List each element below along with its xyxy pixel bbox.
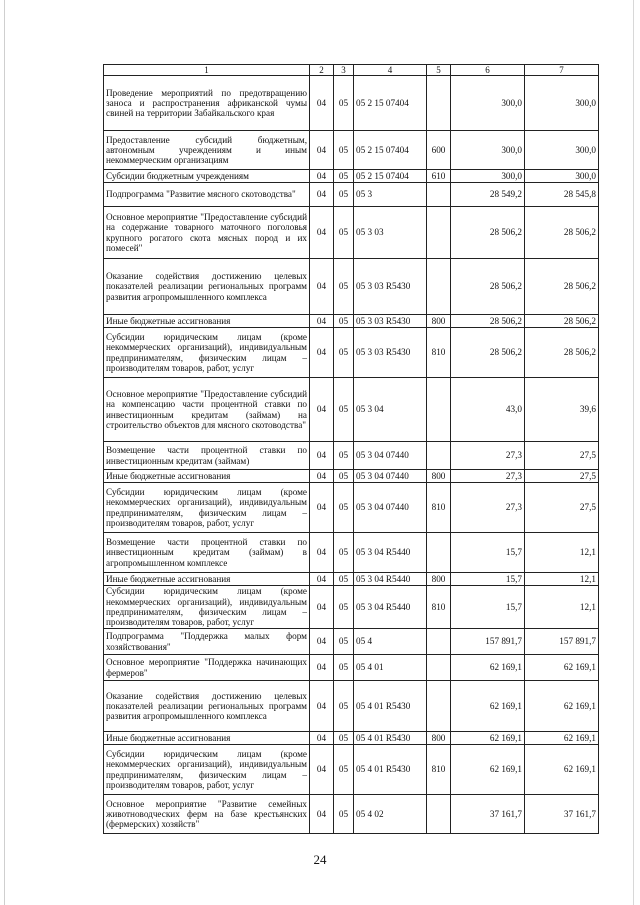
row-amount-2019-cell: 28 506,2 (451, 259, 525, 315)
row-expense-type-cell: 800 (427, 315, 451, 328)
row-target-code-cell: 05 2 15 07404 (354, 76, 427, 131)
row-amount-2020-cell: 62 169,1 (525, 655, 599, 681)
row-expense-type-cell (427, 795, 451, 834)
row-amount-2020-cell: 28 506,2 (525, 207, 599, 259)
row-amount-2019-cell: 300,0 (451, 131, 525, 170)
row-expense-type-cell (427, 681, 451, 732)
table-row (104, 442, 599, 470)
row-subsection-cell: 05 (334, 315, 354, 328)
row-section-cell: 04 (310, 76, 334, 131)
table-row (104, 170, 599, 183)
row-section-cell: 04 (310, 315, 334, 328)
row-expense-type-cell (427, 76, 451, 131)
row-amount-2020-cell: 12,1 (525, 586, 599, 629)
row-name-cell: Субсидии юридическим лицам (кроме некоммерческих организаций), индивидуальным предпринимателям, физическим лицам – производителям товаров, работ, услуг (104, 586, 310, 629)
row-expense-type-cell (427, 183, 451, 207)
row-name-cell: Субсидии юридическим лицам (кроме некоммерческих организаций), индивидуальным предпринимателям, физическим лицам – производителям товаров, работ, услуг (104, 483, 310, 533)
row-amount-2019-cell: 28 506,2 (451, 207, 525, 259)
row-name-cell: Оказание содействия достижению целевых показателей реализации региональных программ развития агропромышленного комплекса (104, 681, 310, 732)
budget-table (103, 64, 599, 834)
row-target-code-cell: 05 4 01 R5430 (354, 681, 427, 732)
row-subsection-cell: 05 (334, 586, 354, 629)
table-row (104, 76, 599, 131)
row-amount-2020-cell: 62 169,1 (525, 681, 599, 732)
header-col-5: 5 (427, 65, 451, 76)
table-row (104, 745, 599, 795)
row-subsection-cell: 05 (334, 732, 354, 745)
row-amount-2020-cell: 157 891,7 (525, 629, 599, 655)
row-expense-type-cell: 610 (427, 170, 451, 183)
row-section-cell: 04 (310, 170, 334, 183)
row-name-cell: Субсидии бюджетным учреждениям (104, 170, 310, 183)
table-row (104, 378, 599, 442)
row-amount-2020-cell: 300,0 (525, 131, 599, 170)
row-expense-type-cell: 800 (427, 470, 451, 483)
header-col-1: 1 (104, 65, 310, 76)
table-row (104, 629, 599, 655)
row-amount-2020-cell: 12,1 (525, 573, 599, 586)
row-target-code-cell: 05 4 01 (354, 655, 427, 681)
header-col-6: 6 (451, 65, 525, 76)
row-expense-type-cell: 800 (427, 732, 451, 745)
header-col-2: 2 (310, 65, 334, 76)
row-target-code-cell: 05 2 15 07404 (354, 170, 427, 183)
scan-edge-right (633, 0, 634, 905)
row-name-cell: Субсидии юридическим лицам (кроме некоммерческих организаций), индивидуальным предпринимателям, физическим лицам – производителям товаров, работ, услуг (104, 745, 310, 795)
row-target-code-cell: 05 4 02 (354, 795, 427, 834)
row-subsection-cell: 05 (334, 170, 354, 183)
table-body (104, 76, 599, 834)
row-expense-type-cell: 810 (427, 745, 451, 795)
row-amount-2019-cell: 300,0 (451, 170, 525, 183)
row-expense-type-cell (427, 442, 451, 470)
row-section-cell: 04 (310, 655, 334, 681)
row-expense-type-cell (427, 629, 451, 655)
row-section-cell: 04 (310, 207, 334, 259)
row-expense-type-cell (427, 378, 451, 442)
row-subsection-cell: 05 (334, 207, 354, 259)
row-amount-2020-cell: 28 506,2 (525, 328, 599, 378)
row-amount-2020-cell: 28 545,8 (525, 183, 599, 207)
row-amount-2019-cell: 27,3 (451, 442, 525, 470)
row-name-cell: Проведение мероприятий по предотвращению заноса и распространения африканской чумы свиней на территории Забайкальского края (104, 76, 310, 131)
row-name-cell: Иные бюджетные ассигнования (104, 315, 310, 328)
table-row (104, 470, 599, 483)
row-amount-2019-cell: 62 169,1 (451, 681, 525, 732)
row-subsection-cell: 05 (334, 681, 354, 732)
row-amount-2020-cell: 37 161,7 (525, 795, 599, 834)
row-name-cell: Иные бюджетные ассигнования (104, 470, 310, 483)
table-row (104, 586, 599, 629)
row-subsection-cell: 05 (334, 470, 354, 483)
row-section-cell: 04 (310, 183, 334, 207)
row-amount-2019-cell: 28 506,2 (451, 315, 525, 328)
row-target-code-cell: 05 4 (354, 629, 427, 655)
row-expense-type-cell: 600 (427, 131, 451, 170)
row-amount-2019-cell: 157 891,7 (451, 629, 525, 655)
row-target-code-cell: 05 3 03 (354, 207, 427, 259)
row-section-cell: 04 (310, 378, 334, 442)
page-number: 24 (313, 852, 327, 867)
row-amount-2020-cell: 28 506,2 (525, 315, 599, 328)
row-amount-2019-cell: 15,7 (451, 533, 525, 573)
row-amount-2020-cell: 12,1 (525, 533, 599, 573)
row-amount-2020-cell: 27,5 (525, 470, 599, 483)
row-subsection-cell: 05 (334, 328, 354, 378)
row-target-code-cell: 05 3 04 07440 (354, 470, 427, 483)
row-expense-type-cell: 810 (427, 586, 451, 629)
table-row (104, 533, 599, 573)
row-section-cell: 04 (310, 533, 334, 573)
row-section-cell: 04 (310, 745, 334, 795)
row-target-code-cell: 05 4 01 R5430 (354, 732, 427, 745)
row-section-cell: 04 (310, 328, 334, 378)
row-section-cell: 04 (310, 681, 334, 732)
row-amount-2019-cell: 15,7 (451, 573, 525, 586)
row-target-code-cell: 05 3 04 R5440 (354, 586, 427, 629)
row-section-cell: 04 (310, 259, 334, 315)
row-amount-2019-cell: 300,0 (451, 76, 525, 131)
row-subsection-cell: 05 (334, 259, 354, 315)
row-name-cell: Возмещение части процентной ставки по инвестиционным кредитам (займам) в агропромышленном комплексе (104, 533, 310, 573)
table-row (104, 681, 599, 732)
row-name-cell: Подпрограмма "Поддержка малых форм хозяйствования" (104, 629, 310, 655)
row-amount-2019-cell: 62 169,1 (451, 745, 525, 795)
table-row (104, 131, 599, 170)
row-amount-2019-cell: 62 169,1 (451, 732, 525, 745)
row-target-code-cell: 05 2 15 07404 (354, 131, 427, 170)
row-amount-2020-cell: 300,0 (525, 170, 599, 183)
row-expense-type-cell (427, 655, 451, 681)
row-subsection-cell: 05 (334, 629, 354, 655)
row-expense-type-cell: 810 (427, 328, 451, 378)
row-amount-2019-cell: 28 506,2 (451, 328, 525, 378)
row-expense-type-cell (427, 207, 451, 259)
row-subsection-cell: 05 (334, 131, 354, 170)
row-target-code-cell: 05 3 04 R5440 (354, 533, 427, 573)
row-section-cell: 04 (310, 795, 334, 834)
row-target-code-cell: 05 3 (354, 183, 427, 207)
row-subsection-cell: 05 (334, 183, 354, 207)
row-subsection-cell: 05 (334, 442, 354, 470)
row-amount-2019-cell: 37 161,7 (451, 795, 525, 834)
row-subsection-cell: 05 (334, 795, 354, 834)
row-name-cell: Возмещение части процентной ставки по инвестиционным кредитам (займам) (104, 442, 310, 470)
table-row (104, 259, 599, 315)
table-row (104, 183, 599, 207)
row-expense-type-cell: 810 (427, 483, 451, 533)
row-target-code-cell: 05 3 04 07440 (354, 442, 427, 470)
row-name-cell: Иные бюджетные ассигнования (104, 732, 310, 745)
row-amount-2020-cell: 39,6 (525, 378, 599, 442)
row-target-code-cell: 05 3 04 07440 (354, 483, 427, 533)
row-target-code-cell: 05 3 04 R5440 (354, 573, 427, 586)
table-row (104, 655, 599, 681)
table-row (104, 315, 599, 328)
row-section-cell: 04 (310, 470, 334, 483)
row-target-code-cell: 05 3 03 R5430 (354, 259, 427, 315)
row-name-cell: Основное мероприятие "Развитие семейных животноводческих ферм на базе крестьянских (фермерских) хозяйств" (104, 795, 310, 834)
row-amount-2019-cell: 62 169,1 (451, 655, 525, 681)
row-section-cell: 04 (310, 573, 334, 586)
row-expense-type-cell: 800 (427, 573, 451, 586)
row-amount-2019-cell: 43,0 (451, 378, 525, 442)
row-name-cell: Основное мероприятие "Предоставление субсидий на содержание товарного маточного поголовья крупного рогатого скота мясных пород и их помесей" (104, 207, 310, 259)
row-amount-2019-cell: 27,3 (451, 483, 525, 533)
row-amount-2019-cell: 15,7 (451, 586, 525, 629)
row-amount-2019-cell: 28 549,2 (451, 183, 525, 207)
table-row (104, 573, 599, 586)
table-row (104, 483, 599, 533)
row-section-cell: 04 (310, 732, 334, 745)
row-expense-type-cell (427, 259, 451, 315)
header-col-3: 3 (334, 65, 354, 76)
scan-edge-left (4, 0, 5, 905)
row-amount-2020-cell: 28 506,2 (525, 259, 599, 315)
row-subsection-cell: 05 (334, 76, 354, 131)
row-subsection-cell: 05 (334, 533, 354, 573)
row-subsection-cell: 05 (334, 745, 354, 795)
row-name-cell: Основное мероприятие "Поддержка начинающих фермеров" (104, 655, 310, 681)
table-row (104, 207, 599, 259)
row-amount-2020-cell: 62 169,1 (525, 745, 599, 795)
row-name-cell: Подпрограмма "Развитие мясного скотоводства" (104, 183, 310, 207)
header-col-4: 4 (354, 65, 427, 76)
table-row (104, 795, 599, 834)
row-name-cell: Предоставление субсидий бюджетным, автономным учреждениям и иным некоммерческим организациям (104, 131, 310, 170)
row-amount-2019-cell: 27,3 (451, 470, 525, 483)
row-expense-type-cell (427, 533, 451, 573)
row-subsection-cell: 05 (334, 655, 354, 681)
table-row (104, 328, 599, 378)
row-target-code-cell: 05 3 03 R5430 (354, 328, 427, 378)
row-target-code-cell: 05 3 04 (354, 378, 427, 442)
row-subsection-cell: 05 (334, 483, 354, 533)
row-amount-2020-cell: 27,5 (525, 483, 599, 533)
row-subsection-cell: 05 (334, 378, 354, 442)
row-target-code-cell: 05 4 01 R5430 (354, 745, 427, 795)
row-name-cell: Оказание содействия достижению целевых показателей реализации региональных программ развития агропромышленного комплекса (104, 259, 310, 315)
row-subsection-cell: 05 (334, 573, 354, 586)
row-section-cell: 04 (310, 483, 334, 533)
row-section-cell: 04 (310, 131, 334, 170)
header-col-7: 7 (525, 65, 599, 76)
table-row (104, 732, 599, 745)
row-section-cell: 04 (310, 629, 334, 655)
row-amount-2020-cell: 62 169,1 (525, 732, 599, 745)
row-section-cell: 04 (310, 442, 334, 470)
row-target-code-cell: 05 3 03 R5430 (354, 315, 427, 328)
row-amount-2020-cell: 300,0 (525, 76, 599, 131)
header-row (104, 65, 599, 76)
row-name-cell: Иные бюджетные ассигнования (104, 573, 310, 586)
row-section-cell: 04 (310, 586, 334, 629)
row-name-cell: Основное мероприятие "Предоставление субсидий на компенсацию части процентной ставки по инвестиционным кредитам (займам) на строительство объектов для мясного скотоводства" (104, 378, 310, 442)
row-name-cell: Субсидии юридическим лицам (кроме некоммерческих организаций), индивидуальным предпринимателям, физическим лицам – производителям товаров, работ, услуг (104, 328, 310, 378)
row-amount-2020-cell: 27,5 (525, 442, 599, 470)
